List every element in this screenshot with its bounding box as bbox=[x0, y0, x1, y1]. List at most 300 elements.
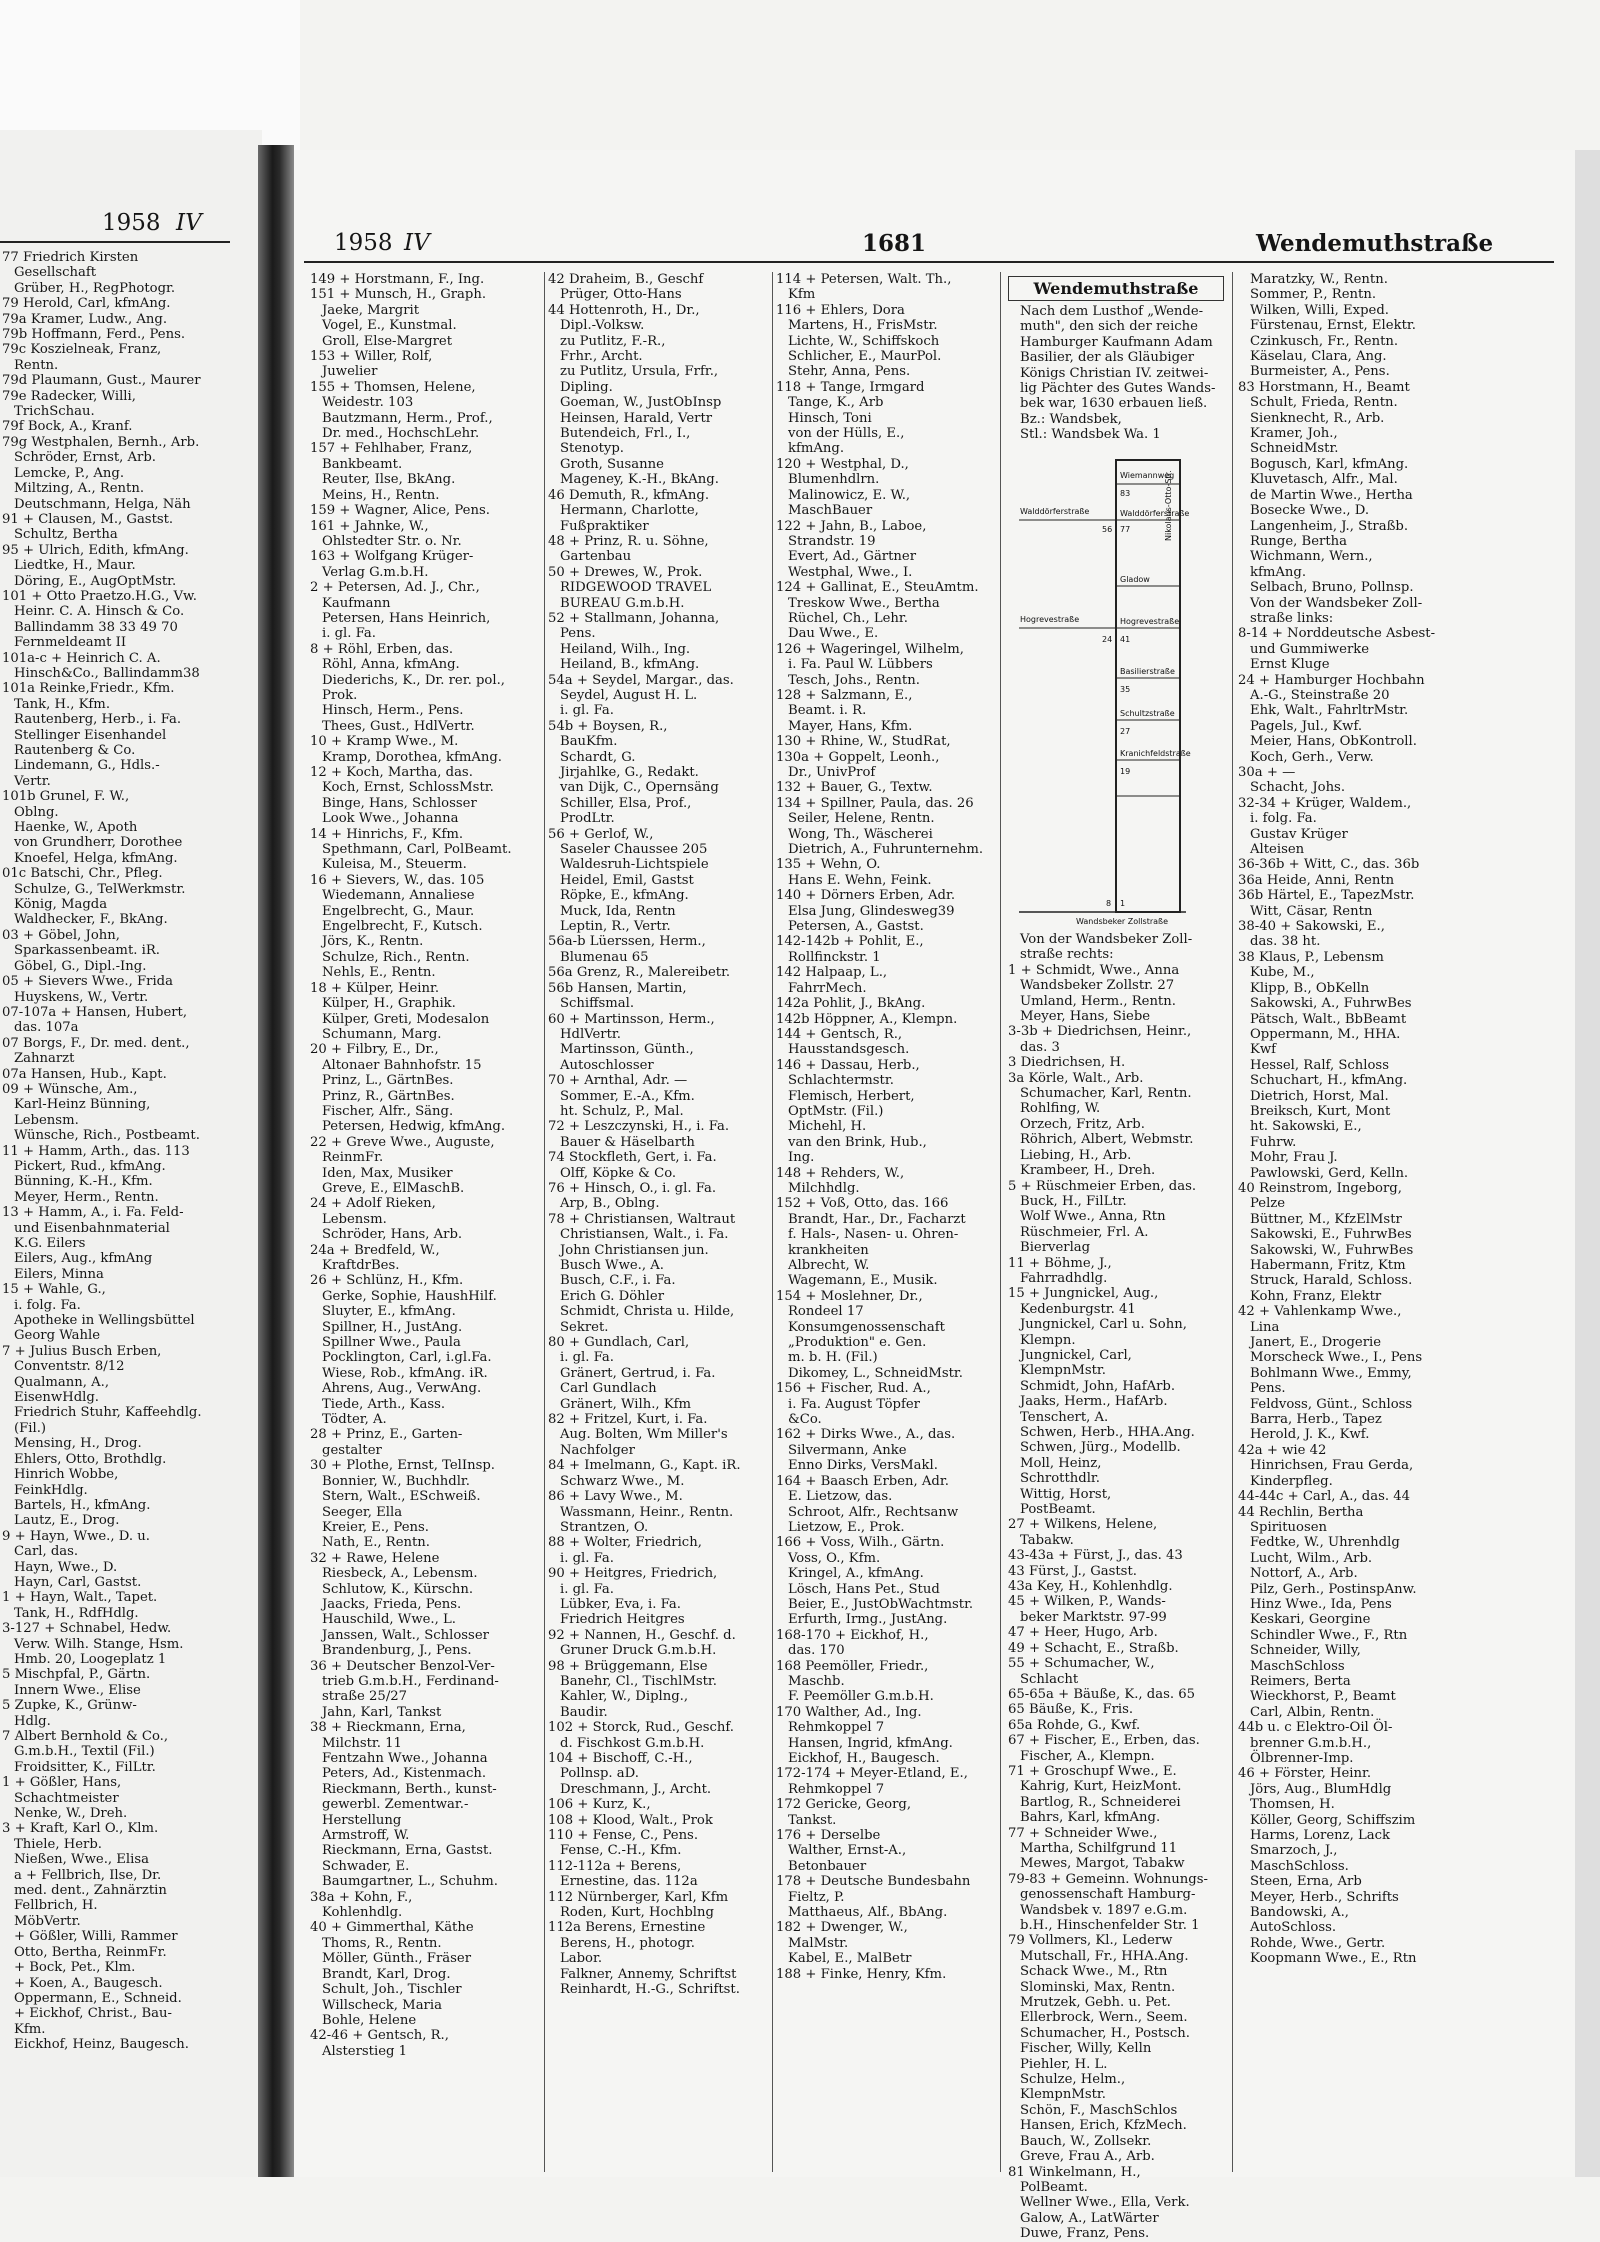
directory-entry-line: Stehr, Anna, Pens. bbox=[788, 364, 911, 380]
directory-entry-line: Selbach, Bruno, Pollnsp. bbox=[1250, 580, 1414, 596]
directory-entry-line: Falkner, Annemy, Schriftst bbox=[560, 1966, 737, 1982]
directory-entry-line: Meins, H., Rentn. bbox=[322, 487, 440, 503]
directory-entry-line: 16 + Sievers, W., das. 105 bbox=[310, 872, 485, 888]
directory-entry-line: Schlacht bbox=[1020, 1671, 1079, 1687]
directory-entry-line: Jirjahlke, G., Redakt. bbox=[560, 765, 699, 780]
directory-entry-line: 128 + Salzmann, E., bbox=[776, 687, 913, 703]
directory-entry-line: Brandt, Karl, Drog. bbox=[322, 1966, 451, 1982]
directory-entry-line: EisenwHdlg. bbox=[14, 1390, 99, 1406]
directory-entry-line: Wilken, Willi, Exped. bbox=[1250, 302, 1389, 318]
directory-entry-line: Walther, Ernst-A., bbox=[788, 1843, 907, 1859]
column-divider bbox=[772, 272, 773, 2172]
directory-entry-line: 03 + Göbel, John, bbox=[2, 927, 120, 943]
directory-entry-line: 44 Rechlin, Bertha bbox=[1238, 1504, 1364, 1520]
directory-entry-line: 42a + wie 42 bbox=[1238, 1442, 1327, 1458]
directory-entry-line: Nehls, E., Rentn. bbox=[322, 965, 436, 981]
directory-column-2 bbox=[548, 272, 770, 2172]
directory-entry-line: Froidsitter, K., FilLtr. bbox=[14, 1759, 156, 1775]
directory-entry-line: zu Putlitz, F.-R., bbox=[560, 333, 666, 349]
directory-entry-line: und Gummiwerke bbox=[1250, 641, 1370, 657]
directory-entry-line: Malinowicz, E. W., bbox=[788, 487, 911, 503]
directory-entry-line: Wandsbek v. 1897 e.G.m. bbox=[1020, 1902, 1188, 1918]
directory-entry-line: Rüchel, Ch., Lehr. bbox=[788, 610, 908, 626]
directory-entry-line: Karl-Heinz Bünning, bbox=[14, 1097, 151, 1113]
directory-entry-line: 126 + Wageringel, Wilhelm, bbox=[776, 641, 964, 657]
directory-entry-line: Meyer, Herb., Schrifts bbox=[1250, 1889, 1399, 1905]
directory-entry-line: Breiksch, Kurt, Mont bbox=[1250, 1103, 1391, 1119]
directory-entry-line: Hessel, Ralf, Schloss bbox=[1250, 1057, 1389, 1073]
map-street-label: Gladow bbox=[1120, 575, 1150, 584]
directory-entry-line: 161 + Jahnke, W., bbox=[310, 518, 429, 534]
directory-entry-line: Hansen, Ingrid, kfmAng. bbox=[788, 1735, 953, 1751]
directory-entry-line: Schiller, Elsa, Prof., bbox=[560, 795, 692, 811]
directory-entry-line: Slominski, Max, Rentn. bbox=[1020, 1979, 1176, 1995]
directory-entry-line: Ehk, Walt., FahrltrMstr. bbox=[1250, 703, 1409, 719]
directory-entry-line: Pawlowski, Gerd, Kelln. bbox=[1250, 1165, 1409, 1181]
directory-entry-line: Kfm bbox=[788, 287, 816, 303]
directory-entry-line: 83 Horstmann, H., Beamt bbox=[1238, 379, 1410, 395]
left-page bbox=[0, 130, 262, 2177]
directory-entry-line: 170 Walther, Ad., Ing. bbox=[776, 1704, 922, 1720]
directory-entry-line: 163 + Wolfgang Krüger- bbox=[310, 549, 474, 565]
directory-entry-line: FeinkHdlg. bbox=[14, 1482, 88, 1498]
directory-entry-line: 91 + Clausen, M., Gastst. bbox=[2, 511, 174, 527]
directory-entry-line: MaschSchloss. bbox=[1250, 1858, 1349, 1874]
directory-entry-line: Schuchart, H., kfmAng. bbox=[1250, 1073, 1408, 1089]
directory-entry-line: 38-40 + Sakowski, E., bbox=[1238, 919, 1385, 935]
directory-entry-line: 13 + Hamm, A., i. Fa. Feld- bbox=[2, 1205, 184, 1221]
directory-entry-line: König, Magda bbox=[14, 897, 108, 913]
directory-entry-line: 172-174 + Meyer-Etland, E., bbox=[776, 1766, 968, 1782]
directory-entry-line: Lindemann, G., Hdls.- bbox=[14, 758, 160, 774]
directory-entry-line: f. Hals-, Nasen- u. Ohren- bbox=[788, 1227, 959, 1243]
directory-entry-line: (Fil.) bbox=[14, 1420, 47, 1436]
directory-entry-line: 05 + Sievers Wwe., Frida bbox=[2, 974, 173, 990]
directory-entry-line: Petersen, A., Gastst. bbox=[788, 919, 924, 935]
directory-entry-line: 54b + Boysen, R., bbox=[548, 718, 668, 734]
directory-entry-line: Beamt. i. R. bbox=[788, 703, 867, 719]
directory-entry-line: 92 + Nannen, H., Geschf. d. bbox=[548, 1627, 736, 1643]
directory-entry-line: beker Marktstr. 97-99 bbox=[1020, 1609, 1167, 1625]
directory-entry-line: 82 + Fritzel, Kurt, i. Fa. bbox=[548, 1412, 708, 1428]
directory-entry-line: Kuleisa, M., Steuerm. bbox=[322, 857, 467, 873]
directory-entry-line: Külper, H., Graphik. bbox=[322, 996, 456, 1012]
directory-entry-line: Tankst. bbox=[788, 1812, 837, 1828]
directory-entry-line: Schulze, Rich., Rentn. bbox=[322, 949, 470, 965]
directory-entry-line: Von der Wandsbeker Zoll- bbox=[1250, 595, 1423, 611]
directory-entry-line: Mohr, Frau J. bbox=[1250, 1150, 1338, 1166]
directory-entry-line: Buck, H., FilLtr. bbox=[1020, 1193, 1127, 1209]
directory-entry-line: 1 + Hayn, Walt., Tapet. bbox=[2, 1590, 158, 1606]
directory-entry-line: Janssen, Walt., Schlosser bbox=[322, 1627, 489, 1643]
directory-entry-line: 60 + Martinsson, Herm., bbox=[548, 1011, 715, 1027]
directory-entry-line: Engelbrecht, G., Maur. bbox=[322, 903, 475, 919]
directory-entry-line: Hinrich Wobbe, bbox=[14, 1467, 119, 1483]
directory-entry-line: Diederichs, K., Dr. rer. pol., bbox=[322, 672, 505, 688]
directory-entry-line: Iden, Max, Musiker bbox=[322, 1165, 453, 1181]
directory-entry-line: Dipl.-Volksw. bbox=[560, 318, 645, 334]
directory-entry-line: Koch, Gerh., Verw. bbox=[1250, 749, 1374, 765]
map-house-number: 35 bbox=[1120, 685, 1131, 694]
directory-entry-line: Greve, Frau A., Arb. bbox=[1020, 2149, 1155, 2165]
directory-entry-line: Galow, A., LatWärter bbox=[1020, 2210, 1159, 2226]
directory-entry-line: 146 + Dassau, Herb., bbox=[776, 1057, 920, 1073]
directory-entry-line: 142b Höppner, A., Klempn. bbox=[776, 1011, 958, 1027]
directory-entry-line: Heiland, B., kfmAng. bbox=[560, 657, 700, 673]
directory-entry-line: 67 + Fischer, E., Erben, das. bbox=[1008, 1733, 1200, 1749]
directory-entry-line: 1 + Schmidt, Wwe., Anna bbox=[1008, 962, 1180, 978]
directory-entry-line: Duwe, Franz, Pens. bbox=[1020, 2226, 1150, 2242]
directory-entry-line: Käselau, Clara, Ang. bbox=[1250, 349, 1387, 365]
directory-entry-line: Seydel, August H. L. bbox=[560, 687, 698, 703]
directory-entry-line: Otto, Bertha, ReinmFr. bbox=[14, 1944, 167, 1960]
map-house-number: 41 bbox=[1120, 635, 1131, 644]
directory-entry-line: Wichmann, Wern., bbox=[1250, 549, 1373, 565]
directory-entry-line: 152 + Voß, Otto, das. 166 bbox=[776, 1196, 949, 1212]
directory-entry-line: Fußpraktiker bbox=[560, 518, 649, 534]
directory-entry-line: Fischer, Willy, Kelln bbox=[1020, 2041, 1152, 2057]
directory-entry-line: Wassmann, Heinr., Rentn. bbox=[560, 1504, 734, 1520]
directory-entry-line: ReinmFr. bbox=[322, 1150, 384, 1166]
directory-entry-line: Bosecke Wwe., D. bbox=[1250, 503, 1370, 519]
directory-entry-line: Röhl, Anna, kfmAng. bbox=[322, 657, 460, 673]
directory-entry-line: 70 + Arnthal, Adr. — bbox=[548, 1073, 688, 1089]
directory-entry-line: Ehlers, Otto, Brothdlg. bbox=[14, 1451, 167, 1467]
directory-entry-line: + Gößler, Willi, Rammer bbox=[14, 1929, 178, 1945]
directory-entry-line: i. Fa. August Töpfer bbox=[788, 1396, 920, 1412]
directory-entry-line: FahrrMech. bbox=[788, 980, 867, 996]
directory-entry-line: 65 Bäuße, K., Fris. bbox=[1008, 1702, 1134, 1718]
directory-entry-line: 5 Zupke, K., Grünw- bbox=[2, 1698, 137, 1714]
directory-entry-line: Weidestr. 103 bbox=[322, 395, 414, 411]
map-street-label: Kranichfeldstraße bbox=[1120, 749, 1191, 758]
directory-entry-line: Kinderpfleg. bbox=[1250, 1473, 1333, 1489]
directory-entry-line: Göbel, G., Dipl.-Ing. bbox=[14, 958, 147, 974]
directory-entry-line: 20 + Filbry, E., Dr., bbox=[310, 1042, 439, 1058]
left-page-column bbox=[2, 250, 228, 2165]
page-edge bbox=[1575, 150, 1600, 2177]
directory-entry-line: Rehmkoppel 7 bbox=[788, 1720, 885, 1736]
directory-entry-line: AutoSchloss. bbox=[1250, 1920, 1337, 1936]
street-section-title: Wendemuthstraße bbox=[1008, 276, 1224, 301]
directory-entry-line: Ellerbrock, Wern., Seem. bbox=[1020, 2010, 1188, 2026]
directory-entry-line: Bahrs, Karl, kfmAng. bbox=[1020, 1810, 1161, 1826]
directory-entry-line: Kabel, E., MalBetr bbox=[788, 1951, 912, 1967]
directory-column-5 bbox=[1238, 272, 1470, 2172]
directory-entry-line: 140 + Dörners Erben, Adr. bbox=[776, 888, 956, 904]
directory-entry-line: Conventstr. 8/12 bbox=[14, 1359, 125, 1375]
directory-entry-line: Elsa Jung, Glindesweg39 bbox=[788, 903, 955, 919]
directory-entry-line: Prok. bbox=[322, 687, 358, 703]
directory-entry-line: OptMstr. (Fil.) bbox=[788, 1103, 884, 1119]
directory-entry-line: Treskow Wwe., Bertha bbox=[788, 595, 940, 611]
right-header-rule bbox=[304, 261, 1554, 263]
directory-entry-line: van den Brink, Hub., bbox=[788, 1134, 927, 1150]
directory-entry-line: Röpke, E., kfmAng. bbox=[560, 888, 689, 904]
directory-entry-line: 77 Friedrich Kirsten bbox=[2, 250, 139, 265]
directory-entry-line: Schindler Wwe., F., Rtn bbox=[1250, 1627, 1408, 1643]
directory-entry-line: 162 + Dirks Wwe., A., das. bbox=[776, 1427, 956, 1443]
directory-entry-line: muth", den sich der reiche bbox=[1020, 319, 1198, 335]
directory-entry-line: G.m.b.H., Textil (Fil.) bbox=[14, 1744, 155, 1760]
directory-entry-line: Qualmann, A., bbox=[14, 1374, 110, 1390]
directory-entry-line: Ahrens, Aug., VerwAng. bbox=[322, 1381, 482, 1397]
directory-entry-line: Hayn, Wwe., D. bbox=[14, 1559, 118, 1575]
directory-entry-line: Schwen, Herb., HHA.Ang. bbox=[1020, 1425, 1195, 1440]
directory-entry-line: Martens, H., FrisMstr. bbox=[788, 318, 938, 334]
directory-entry-line: Kahrig, Kurt, HeizMont. bbox=[1020, 1779, 1182, 1795]
directory-entry-line: 79c Koszielneak, Franz, bbox=[2, 342, 162, 358]
directory-entry-line: 50 + Drewes, W., Prok. bbox=[548, 564, 703, 580]
directory-entry-line: Roden, Kurt, Hochblng bbox=[560, 1905, 714, 1921]
directory-entry-line: Spethmann, Carl, PolBeamt. bbox=[322, 842, 512, 858]
directory-entry-line: Vogel, E., Kunstmal. bbox=[322, 318, 457, 334]
directory-entry-line: Kube, M., bbox=[1250, 965, 1315, 981]
directory-entry-line: Bonnier, W., Buchhdlr. bbox=[322, 1473, 470, 1489]
directory-entry-line: 101a Reinke,Friedr., Kfm. bbox=[2, 681, 175, 697]
directory-entry-line: Smarzoch, J., bbox=[1250, 1843, 1338, 1859]
directory-entry-line: kfmAng. bbox=[788, 441, 845, 457]
directory-entry-line: Pagels, Jul., Kwf. bbox=[1250, 718, 1363, 734]
directory-entry-line: Hauschild, Wwe., L. bbox=[322, 1612, 456, 1628]
directory-entry-line: Bankbeamt. bbox=[322, 456, 403, 472]
directory-entry-line: Basilier, der als Gläubiger bbox=[1020, 350, 1195, 366]
directory-entry-line: 101b Grunel, F. W., bbox=[2, 789, 130, 805]
directory-entry-line: Lautz, E., Drog. bbox=[14, 1513, 120, 1529]
directory-entry-line: von der Hülls, E., bbox=[788, 426, 905, 442]
directory-entry-line: 154 + Moslehner, Dr., bbox=[776, 1288, 923, 1304]
left-page-header-year: 1958 bbox=[102, 210, 161, 236]
directory-entry-line: straße 25/27 bbox=[322, 1689, 408, 1705]
directory-entry-line: Ernestine, das. 112a bbox=[560, 1874, 698, 1890]
directory-entry-line: Nath, E., Rentn. bbox=[322, 1535, 430, 1551]
directory-entry-line: Frhr., Archt. bbox=[560, 349, 643, 365]
directory-entry-line: Gustav Krüger bbox=[1250, 826, 1348, 842]
directory-entry-line: i. gl. Fa. bbox=[560, 1350, 614, 1366]
directory-entry-line: gestalter bbox=[322, 1442, 382, 1458]
directory-entry-line: Bartels, H., kfmAng. bbox=[14, 1497, 151, 1513]
directory-entry-line: 18 + Külper, Heinr. bbox=[310, 980, 440, 996]
directory-entry-line: 14 + Hinrichs, F., Kfm. bbox=[310, 826, 464, 842]
directory-entry-line: Silvermann, Anke bbox=[788, 1442, 907, 1458]
directory-entry-line: Schult, Frieda, Rentn. bbox=[1250, 395, 1398, 411]
directory-entry-line: Lichte, W., Schiffskoch bbox=[788, 333, 940, 349]
directory-entry-line: Schrotthdlr. bbox=[1020, 1471, 1100, 1487]
directory-entry-line: Schneider, Willy, bbox=[1250, 1643, 1361, 1659]
directory-entry-line: 156 + Fischer, Rud. A., bbox=[776, 1381, 931, 1397]
directory-entry-line: Kreier, E., Pens. bbox=[322, 1519, 429, 1535]
directory-entry-line: 149 + Horstmann, F., Ing. bbox=[310, 272, 485, 287]
map-street-label: Walddörferstraße bbox=[1020, 507, 1090, 516]
directory-entry-line: Strandstr. 19 bbox=[788, 533, 876, 549]
directory-entry-line: Gränert, Wilh., Kfm bbox=[560, 1396, 692, 1412]
directory-entry-line: 79a Kramer, Ludw., Ang. bbox=[2, 311, 168, 327]
directory-entry-line: Fuhrw. bbox=[1250, 1134, 1297, 1150]
directory-entry-line: Rohlfing, W. bbox=[1020, 1101, 1101, 1117]
directory-entry-line: Reimers, Berta bbox=[1250, 1673, 1351, 1689]
directory-entry-line: 01c Batschi, Chr., Pfleg. bbox=[2, 866, 163, 882]
directory-entry-line: Nottorf, A., Arb. bbox=[1250, 1566, 1358, 1582]
right-page-header-volume: IV bbox=[404, 230, 430, 256]
directory-entry-line: Oblng. bbox=[14, 804, 59, 820]
directory-entry-line: Vertr. bbox=[14, 773, 51, 789]
directory-entry-line: Konsumgenossenschaft bbox=[788, 1319, 945, 1335]
directory-entry-line: KraftdrBes. bbox=[322, 1258, 400, 1273]
directory-entry-line: 144 + Gentsch, R., bbox=[776, 1026, 903, 1042]
directory-entry-line: und Eisenbahnmaterial bbox=[14, 1220, 170, 1236]
directory-entry-line: van Dijk, C., Opernsäng bbox=[560, 780, 719, 796]
directory-entry-line: Prinz, R., GärtnBes. bbox=[322, 1088, 455, 1104]
directory-entry-line: Nachfolger bbox=[560, 1442, 635, 1458]
directory-entry-line: 30a + — bbox=[1238, 765, 1296, 780]
directory-entry-line: 79d Plaumann, Gust., Maurer bbox=[2, 373, 201, 389]
directory-entry-line: Bogusch, Karl, kfmAng. bbox=[1250, 456, 1409, 472]
directory-entry-line: Heidel, Emil, Gastst bbox=[560, 872, 694, 888]
directory-entry-line: Kramp, Dorothea, kfmAng. bbox=[322, 749, 502, 765]
directory-entry-line: 15 + Wahle, G., bbox=[2, 1282, 106, 1298]
directory-entry-line: + Koen, A., Baugesch. bbox=[14, 1975, 163, 1991]
directory-entry-line: Mensing, H., Drog. bbox=[14, 1436, 142, 1452]
directory-entry-line: + Bock, Pet., Klm. bbox=[14, 1960, 136, 1976]
directory-entry-line: Schlachtermstr. bbox=[788, 1073, 894, 1089]
directory-entry-line: Koopmann Wwe., E., Rtn bbox=[1250, 1951, 1417, 1967]
directory-entry-line: Fischer, A., Klempn. bbox=[1020, 1748, 1155, 1764]
directory-entry-line: 114 + Petersen, Walt. Th., bbox=[776, 272, 952, 287]
directory-entry-line: Nach dem Lusthof „Wende- bbox=[1020, 304, 1204, 319]
directory-entry-line: Pilz, Gerh., PostinspAnw. bbox=[1250, 1581, 1417, 1597]
directory-entry-line: Wieckhorst, P., Beamt bbox=[1250, 1689, 1396, 1705]
directory-entry-line: 188 + Finke, Henry, Kfm. bbox=[776, 1966, 947, 1982]
directory-entry-line: Röhrich, Albert, Webmstr. bbox=[1020, 1132, 1194, 1148]
directory-entry-line: Kwf bbox=[1250, 1042, 1277, 1058]
directory-entry-line: Bohle, Helene bbox=[322, 2012, 417, 2028]
directory-entry-line: Thomsen, H. bbox=[1250, 1797, 1335, 1813]
directory-entry-line: Schardt, G. bbox=[560, 749, 636, 765]
directory-entry-line: straße links: bbox=[1250, 610, 1334, 626]
directory-entry-line: Habermann, Fritz, Ktm bbox=[1250, 1258, 1406, 1273]
directory-entry-line: zu Putlitz, Ursula, Frfr., bbox=[560, 364, 719, 380]
directory-entry-line: Banehr, Cl., TischlMstr. bbox=[560, 1673, 717, 1689]
directory-entry-line: 86 + Lavy Wwe., M. bbox=[548, 1489, 683, 1505]
map-street-label: Wiemannweg bbox=[1120, 471, 1175, 480]
directory-entry-line: Klipp, B., ObKelln bbox=[1250, 980, 1370, 996]
directory-entry-line: Gartenbau bbox=[560, 549, 632, 565]
directory-entry-line: Kohlenhdlg. bbox=[322, 1905, 403, 1921]
directory-entry-line: lig Pächter des Gutes Wands- bbox=[1020, 381, 1216, 397]
directory-entry-line: Miltzing, A., Rentn. bbox=[14, 481, 145, 497]
page-number: 1681 bbox=[862, 230, 927, 257]
directory-entry-line: 79e Radecker, Willi, bbox=[2, 388, 136, 404]
directory-entry-line: Rohde, Wwe., Gertr. bbox=[1250, 1935, 1386, 1951]
directory-entry-line: Blumenau 65 bbox=[560, 949, 649, 965]
directory-entry-line: Carl, das. bbox=[14, 1544, 79, 1560]
directory-entry-line: RIDGEWOOD TRAVEL bbox=[560, 580, 712, 596]
directory-entry-line: 36-36b + Witt, C., das. 36b bbox=[1238, 857, 1420, 873]
directory-entry-line: 134 + Spillner, Paula, das. 26 bbox=[776, 795, 974, 811]
directory-entry-line: Petersen, Hedwig, kfmAng. bbox=[322, 1119, 506, 1135]
directory-entry-line: Spillner, H., JustAng. bbox=[322, 1319, 463, 1335]
directory-entry-line: i. folg. Fa. bbox=[1250, 811, 1317, 827]
directory-entry-line: PostBeamt. bbox=[1020, 1502, 1096, 1518]
directory-entry-line: 142 Halpaap, L., bbox=[776, 965, 888, 981]
directory-entry-line: Wiese, Rob., kfmAng. iR. bbox=[322, 1365, 488, 1381]
directory-entry-line: 07 Borgs, F., Dr. med. dent., bbox=[2, 1035, 190, 1051]
directory-entry-line: Pens. bbox=[560, 626, 596, 642]
directory-entry-line: 38a + Kohn, F., bbox=[310, 1889, 413, 1905]
directory-entry-line: Meyer, Hans, Siebe bbox=[1020, 1009, 1151, 1025]
column-divider bbox=[544, 272, 545, 2172]
directory-entry-line: Sommer, E.-A., Kfm. bbox=[560, 1088, 695, 1104]
directory-entry-line: Kramer, Joh., bbox=[1250, 426, 1338, 442]
directory-entry-line: Schwader, E. bbox=[322, 1858, 410, 1874]
directory-entry-line: Bierverlag bbox=[1020, 1240, 1091, 1256]
directory-entry-line: Schumann, Marg. bbox=[322, 1026, 442, 1042]
directory-entry-line: Sakowski, W., FuhrwBes bbox=[1250, 1242, 1414, 1258]
directory-entry-line: Peters, Ad., Kistenmach. bbox=[322, 1766, 487, 1782]
directory-entry-line: 15 + Jungnickel, Aug., bbox=[1008, 1286, 1159, 1302]
directory-entry-line: Ernst Kluge bbox=[1250, 657, 1330, 673]
directory-entry-line: Dipling. bbox=[560, 379, 613, 395]
directory-entry-line: Fürstenau, Ernst, Elektr. bbox=[1250, 318, 1416, 334]
directory-entry-line: 54a + Seydel, Margar., das. bbox=[548, 672, 734, 688]
directory-entry-line: 30 + Plothe, Ernst, TelInsp. bbox=[310, 1458, 495, 1474]
directory-entry-line: 36 + Deutscher Benzol-Ver- bbox=[310, 1658, 495, 1674]
directory-entry-line: Busch, C.F., i. Fa. bbox=[560, 1273, 676, 1289]
directory-entry-line: Alsterstieg 1 bbox=[322, 2043, 408, 2059]
directory-entry-line: ht. Sakowski, E., bbox=[1250, 1119, 1362, 1135]
directory-entry-line: 112-112a + Berens, bbox=[548, 1858, 682, 1874]
directory-entry-line: Keskari, Georgine bbox=[1250, 1612, 1371, 1628]
directory-column-4 bbox=[1008, 932, 1230, 2242]
directory-entry-line: Autoschlosser bbox=[560, 1057, 654, 1073]
directory-entry-line: Deutschmann, Helga, Näh bbox=[14, 496, 191, 512]
directory-entry-line: 43-43a + Fürst, J., das. 43 bbox=[1008, 1548, 1183, 1564]
directory-entry-line: 56 + Gerlof, W., bbox=[548, 826, 654, 842]
directory-entry-line: bek war, 1630 erbauen ließ. bbox=[1020, 396, 1208, 412]
directory-entry-line: Stl.: Wandsbek Wa. 1 bbox=[1020, 427, 1161, 443]
book-gutter bbox=[258, 145, 294, 2177]
directory-entry-line: Eilers, Aug., kfmAng bbox=[14, 1251, 153, 1267]
directory-entry-line: Möller, Günth., Fräser bbox=[322, 1951, 472, 1967]
directory-entry-line: 42-46 + Gentsch, R., bbox=[310, 2028, 449, 2044]
directory-entry-line: Reuter, Ilse, BkAng. bbox=[322, 472, 456, 488]
directory-entry-line: 3 + Kraft, Karl O., Klm. bbox=[2, 1821, 159, 1837]
directory-entry-line: Heinr. C. A. Hinsch & Co. bbox=[14, 604, 185, 620]
directory-entry-line: 32 + Rawe, Helene bbox=[310, 1550, 440, 1566]
directory-entry-line: Runge, Bertha bbox=[1250, 533, 1348, 549]
directory-entry-line: Döring, E., AugOptMstr. bbox=[14, 573, 177, 589]
directory-entry-line: 10 + Kramp Wwe., M. bbox=[310, 734, 459, 750]
directory-entry-line: i. gl. Fa. bbox=[560, 1550, 614, 1566]
directory-entry-line: i. Fa. Paul W. Lübbers bbox=[788, 657, 933, 673]
directory-entry-line: Piehler, H. L. bbox=[1020, 2056, 1108, 2072]
directory-entry-line: Groll, Else-Margret bbox=[322, 333, 452, 349]
directory-entry-line: 26 + Schlünz, H., Kfm. bbox=[310, 1273, 464, 1289]
directory-entry-line: Jungnickel, Carl, bbox=[1020, 1347, 1132, 1363]
directory-entry-line: Hans E. Wehn, Feink. bbox=[788, 872, 932, 888]
directory-entry-line: Pelze bbox=[1250, 1196, 1286, 1212]
directory-entry-line: 42 + Vahlenkamp Wwe., bbox=[1238, 1304, 1402, 1320]
directory-entry-line: Muck, Ida, Rentn bbox=[560, 903, 676, 919]
directory-entry-line: 65-65a + Bäuße, K., das. 65 bbox=[1008, 1686, 1196, 1702]
directory-entry-line: Lebensm. bbox=[14, 1112, 79, 1128]
directory-entry-line: 65a Rohde, G., Kwf. bbox=[1008, 1717, 1141, 1733]
directory-entry-line: Berens, H., photogr. bbox=[560, 1935, 695, 1951]
directory-entry-line: Knoefel, Helga, kfmAng. bbox=[14, 850, 178, 866]
directory-entry-line: 135 + Wehn, O. bbox=[776, 857, 881, 873]
directory-entry-line: Hinsch&Co., Ballindamm38 bbox=[14, 665, 200, 681]
directory-entry-line: Pollnsp. aD. bbox=[560, 1766, 639, 1782]
